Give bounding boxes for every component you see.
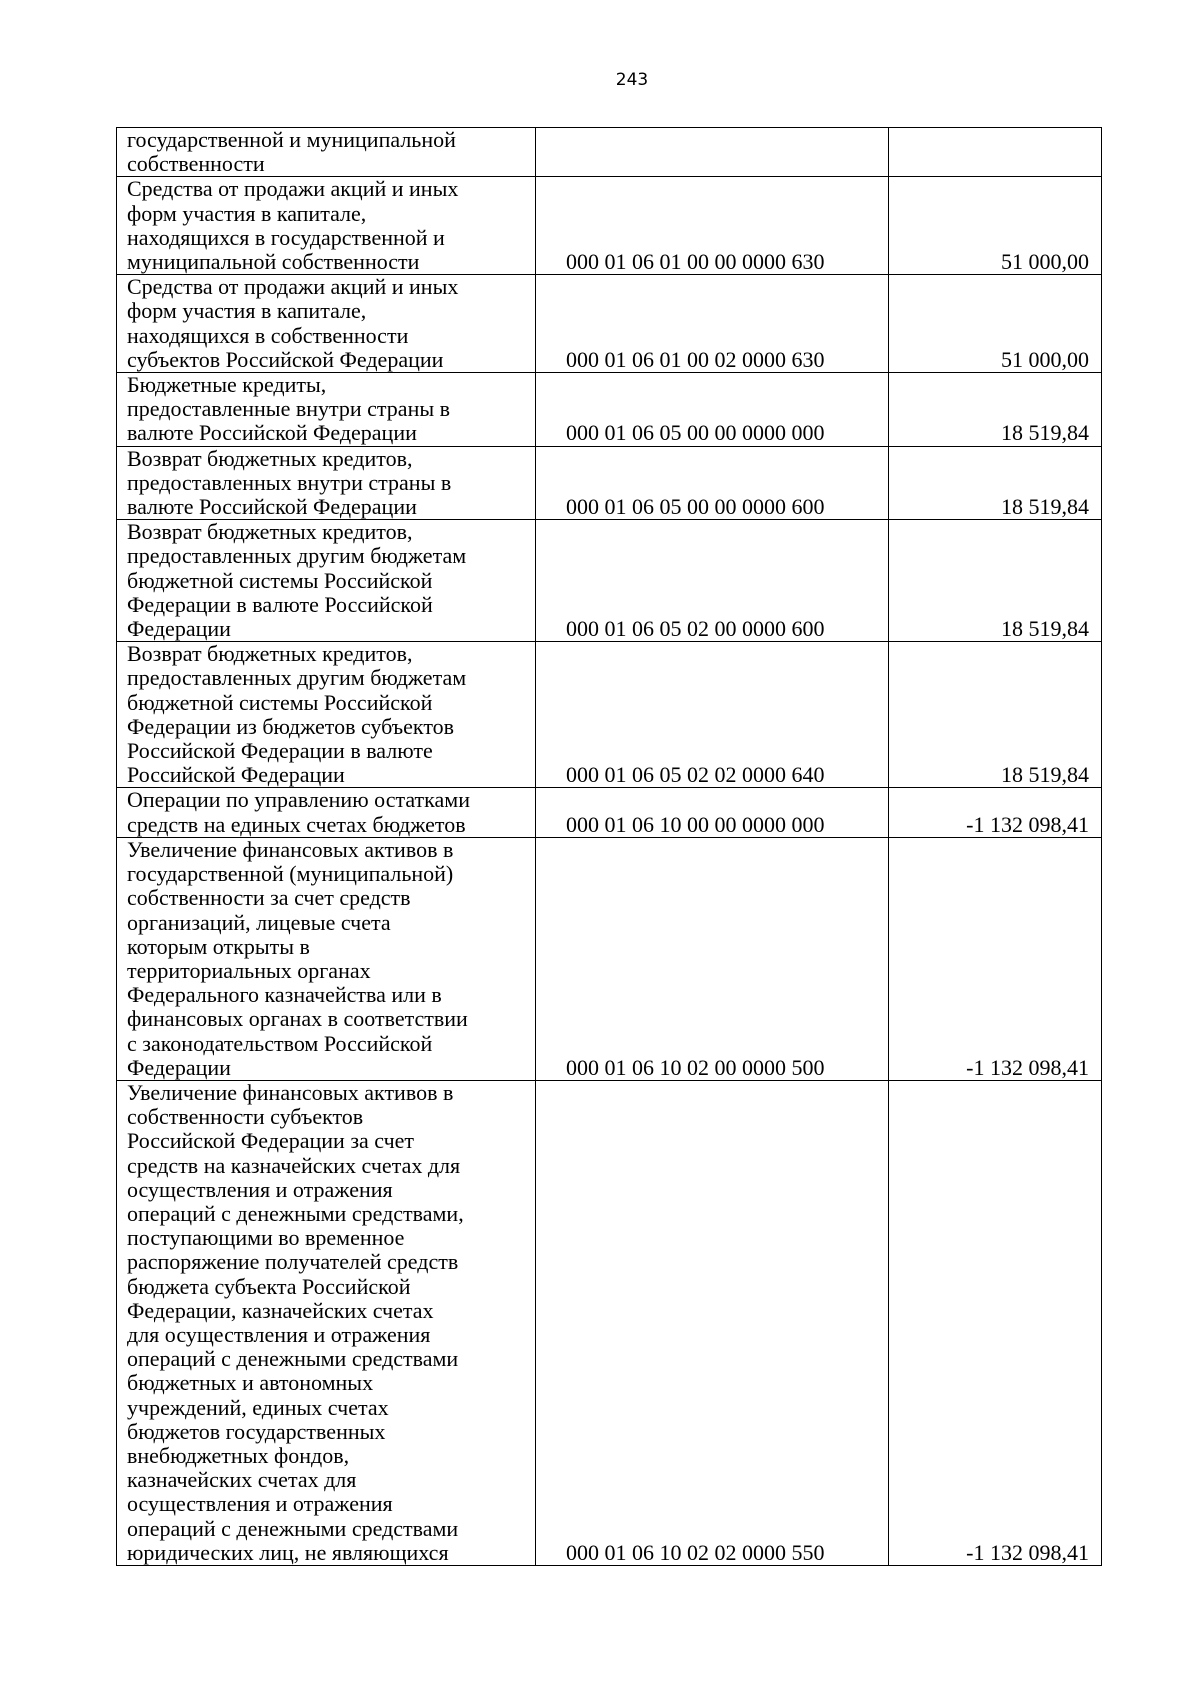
row-name-cell xyxy=(117,275,536,373)
row-amount-cell: 18 519,84 xyxy=(889,373,1102,447)
row-name-cell xyxy=(117,642,536,788)
page-number: 243 xyxy=(615,70,649,90)
row-name-cell xyxy=(117,520,536,642)
row-name: Увеличение финансовых активов в государственной (муниципальной) собственности за счет средств организаций, лицевые счета которым открыты в территориальных органах Федерального казначейства или в финансовых органах в соответствии с законодательством Российской Федерации xyxy=(127,836,468,1080)
row-name: Средства от продажи акций и иных форм участия в капитале, находящихся в собственности субъектов Российской Федерации xyxy=(127,274,459,372)
row-code-cell: 000 01 06 05 00 00 0000 600 xyxy=(536,446,889,520)
row-name-cell xyxy=(117,788,536,837)
row-name: Возврат бюджетных кредитов, предоставленных другим бюджетам бюджетной системы Российской Федерации из бюджетов субъектов Российской Федерации в валюте Российской Федерации xyxy=(127,641,467,788)
row-name-cell xyxy=(117,128,536,177)
row-amount-cell: 18 519,84 xyxy=(889,446,1102,520)
row-code-cell: 000 01 06 10 00 00 0000 000 xyxy=(536,788,889,837)
table-row xyxy=(117,520,1102,642)
row-code-cell: 000 01 06 05 00 00 0000 000 xyxy=(536,373,889,447)
row-name: Бюджетные кредиты, предоставленные внутри страны в валюте Российской Федерации xyxy=(127,372,451,446)
row-code-cell: 000 01 06 01 00 00 0000 630 xyxy=(536,177,889,275)
row-name-cell xyxy=(117,1080,536,1565)
table-row xyxy=(117,788,1102,837)
row-name-cell xyxy=(117,373,536,447)
row-name: Возврат бюджетных кредитов, предоставленных другим бюджетам бюджетной системы Российской Федерации в валюте Российской Федерации xyxy=(127,519,467,642)
row-code-cell: 000 01 06 10 02 00 0000 500 xyxy=(536,837,889,1080)
table-row xyxy=(117,177,1102,275)
row-amount-cell: -1 132 098,41 xyxy=(889,1080,1102,1565)
table-row xyxy=(117,642,1102,788)
table-row xyxy=(117,446,1102,520)
row-code-cell: 000 01 06 05 02 02 0000 640 xyxy=(536,642,889,788)
table-row xyxy=(117,1080,1102,1565)
row-name-cell xyxy=(117,177,536,275)
row-amount-cell xyxy=(889,128,1102,177)
row-amount-cell: 18 519,84 xyxy=(889,642,1102,788)
row-amount-cell: 18 519,84 xyxy=(889,520,1102,642)
row-amount-cell: 51 000,00 xyxy=(889,275,1102,373)
row-amount-cell: 51 000,00 xyxy=(889,177,1102,275)
row-name-cell xyxy=(117,446,536,520)
row-code-cell: 000 01 06 05 02 00 0000 600 xyxy=(536,520,889,642)
row-amount-cell: -1 132 098,41 xyxy=(889,788,1102,837)
row-code-cell: 000 01 06 10 02 02 0000 550 xyxy=(536,1080,889,1565)
row-name: Операции по управлению остатками средств на единых счетах бюджетов xyxy=(127,787,470,837)
row-name: Возврат бюджетных кредитов, предоставленных внутри страны в валюте Российской Федерации xyxy=(127,445,452,520)
row-name: государственной и муниципальной собственности xyxy=(127,127,456,177)
budget-sources-table xyxy=(116,127,1102,1566)
row-name: Увеличение финансовых активов в собственности субъектов Российской Федерации за счет средств на казначейских счетах для осуществления и отражения операций с денежными средствами, поступающими во временное распоряжение получателей средств бюджета субъекта Российской Федерации, казначейских счетах для осуществления и отражения операций с денежными средствами бюджетных и автономных учреждений, единых счетах бюджетов государственных внебюджетных фондов, казначейских счетах для осуществления и отражения операций с денежными средствами юридических лиц, не являющихся xyxy=(127,1079,464,1565)
row-code-cell: 000 01 06 01 00 02 0000 630 xyxy=(536,275,889,373)
row-name: Средства от продажи акций и иных форм участия в капитале, находящихся в государственной и муниципальной собственности xyxy=(127,176,459,275)
table-row xyxy=(117,373,1102,447)
table-row xyxy=(117,128,1102,177)
table-row xyxy=(117,837,1102,1080)
row-amount-cell: -1 132 098,41 xyxy=(889,837,1102,1080)
table-row xyxy=(117,275,1102,373)
row-code-cell xyxy=(536,128,889,177)
row-name-cell xyxy=(117,837,536,1080)
